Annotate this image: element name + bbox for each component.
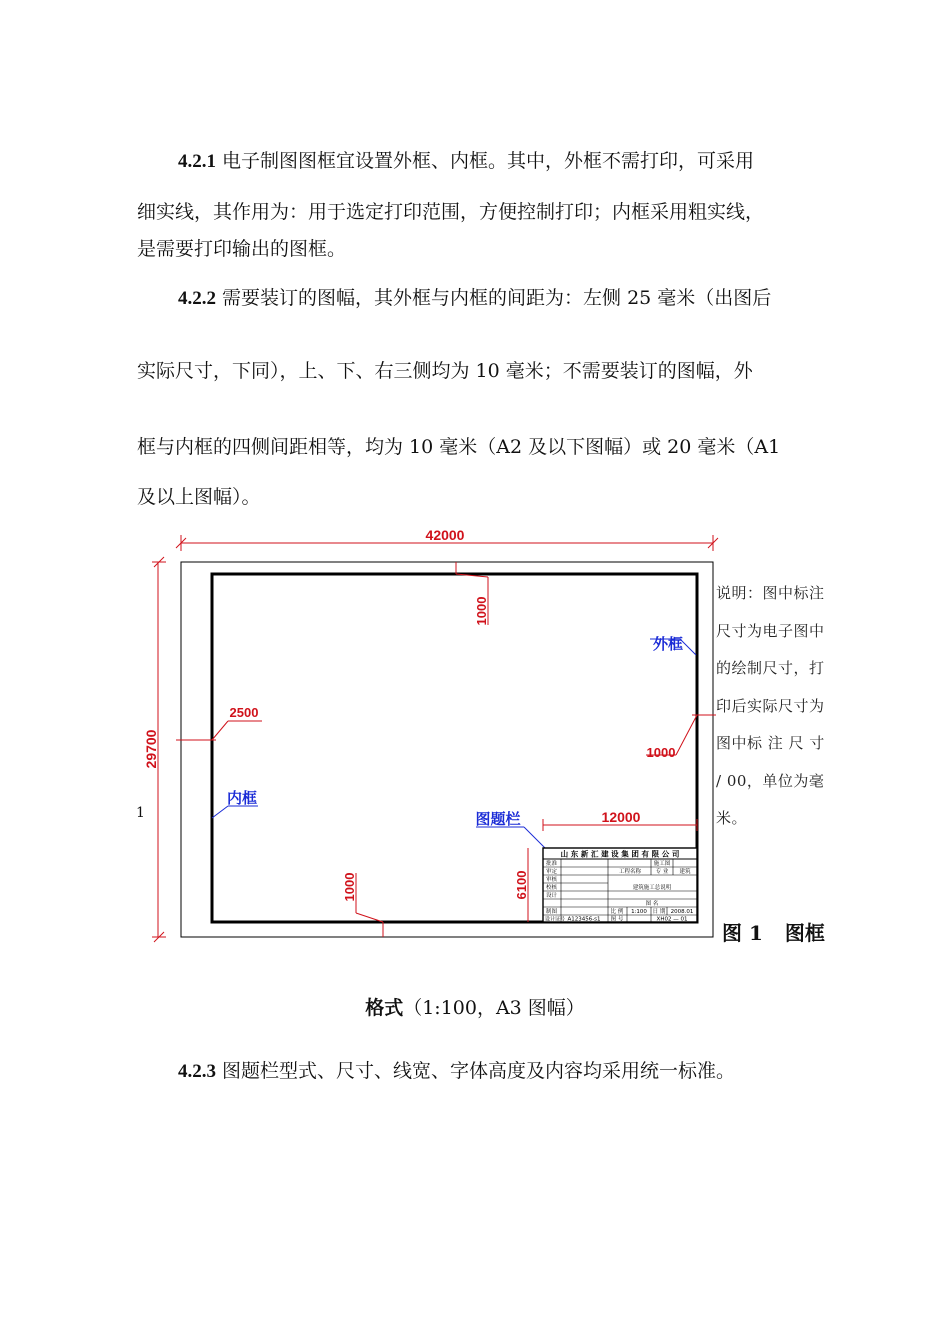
figure-caption-bold: 格式 [365, 997, 404, 1019]
dim-title-block-height-text: 6100 [514, 870, 529, 900]
figure-label [722, 917, 847, 946]
section-4-2-3: 4.2.3 图题栏型式、尺寸、线宽、字体高度及内容均采用统一标准。 [178, 1060, 736, 1082]
title-block-label: 图题栏 [475, 810, 521, 828]
bottom-gap-dimension [356, 873, 383, 937]
figure-caption-rest: （1:100，A3 图幅） [403, 997, 585, 1019]
tb-row-label: 制图 [546, 909, 558, 915]
tb-date-value: 2008.01 [670, 909, 694, 915]
left-gap-dimension [176, 721, 262, 740]
tb-row-label: 设计 [546, 893, 558, 899]
section-number: 4.2.1 [178, 151, 216, 172]
dim-top-gap-text: 1000 [474, 596, 489, 626]
tb-row-label: 审定 [546, 869, 558, 875]
figure-note: 说明：图中标注尺寸为电子图中的绘制尺寸，打印后实际尺寸为图中标 注 尺 寸 / 00，单位为毫米。 [716, 584, 825, 827]
tb-project-label: 工程名称 [618, 869, 642, 875]
title-block [543, 848, 697, 923]
tb-row-label: 批准 [546, 861, 558, 867]
tb-row-label: 校核 [546, 885, 558, 891]
section-4-2-1-line-3: 是需要打印输出的图框。 [137, 238, 347, 260]
outer-frame-label: 外框 [652, 635, 684, 653]
inner-frame-label: 内框 [226, 789, 258, 807]
tb-drawing-name: 建筑施工总说明 [632, 885, 672, 891]
section-4-2-2-line-2: 实际尺寸，下同），上、下、右三侧均为 10 毫米；不需要装订的图幅，外 [137, 360, 753, 382]
tb-category: 图 名 [645, 901, 659, 907]
title-block-company: 山 东 新 汇 建 设 集 团 有 限 公 司 [560, 849, 680, 859]
section-4-2-1-line-2: 细实线，其作用为：用于选定打印范围，方便控制打印；内框采用粗实线， [137, 201, 765, 223]
dim-width-text: 42000 [425, 527, 465, 543]
tb-date-label: 日 期 [652, 909, 666, 915]
section-number: 4.2.2 [178, 288, 216, 309]
dim-bottom-gap-text: 1000 [342, 872, 357, 902]
page-number: 1 [136, 805, 145, 821]
figure-word: 图框 [784, 921, 825, 945]
section-4-2-2-line-3: 框与内框的四侧间距相等，均为 10 毫米（A2 及以下图幅）或 20 毫米（A1 [137, 436, 781, 458]
drawing-frame-figure [140, 515, 720, 945]
section-4-2-2-line-1: 4.2.2 需要装订的图幅，其外框与内框的间距为：左侧 25 毫米（出图后 [178, 287, 772, 309]
tb-stage: 施工图 [653, 861, 671, 867]
tb-sheet-value: XH02 — 01 [656, 916, 688, 923]
section-number: 4.2.3 [178, 1061, 216, 1082]
tb-scale-label: 比 例 [610, 909, 624, 915]
figure-number: 图 1 [722, 921, 763, 945]
tb-sheet-label: 图 号 [610, 916, 624, 923]
section-4-2-2-line-4: 及以上图幅）。 [137, 486, 261, 508]
dim-height-text: 29700 [143, 729, 159, 769]
tb-cert-value: A123456-s1 [567, 916, 601, 923]
dim-title-block-width-text: 12000 [601, 809, 641, 825]
dim-left-gap-text: 2500 [229, 705, 259, 720]
figure-caption [0, 993, 950, 1020]
dim-right-gap-text: 1000 [646, 745, 676, 760]
tb-row-label: 设计证号 [545, 916, 566, 923]
tb-row-label: 审核 [546, 877, 558, 883]
tb-spec-value: 建筑 [679, 869, 691, 875]
section-4-2-1-line-1: 4.2.1 电子制图图框宜设置外框、内框。其中，外框不需打印，可采用 [178, 150, 755, 172]
tb-spec: 专 业 [655, 869, 669, 875]
tb-scale-value: 1:100 [631, 909, 647, 915]
